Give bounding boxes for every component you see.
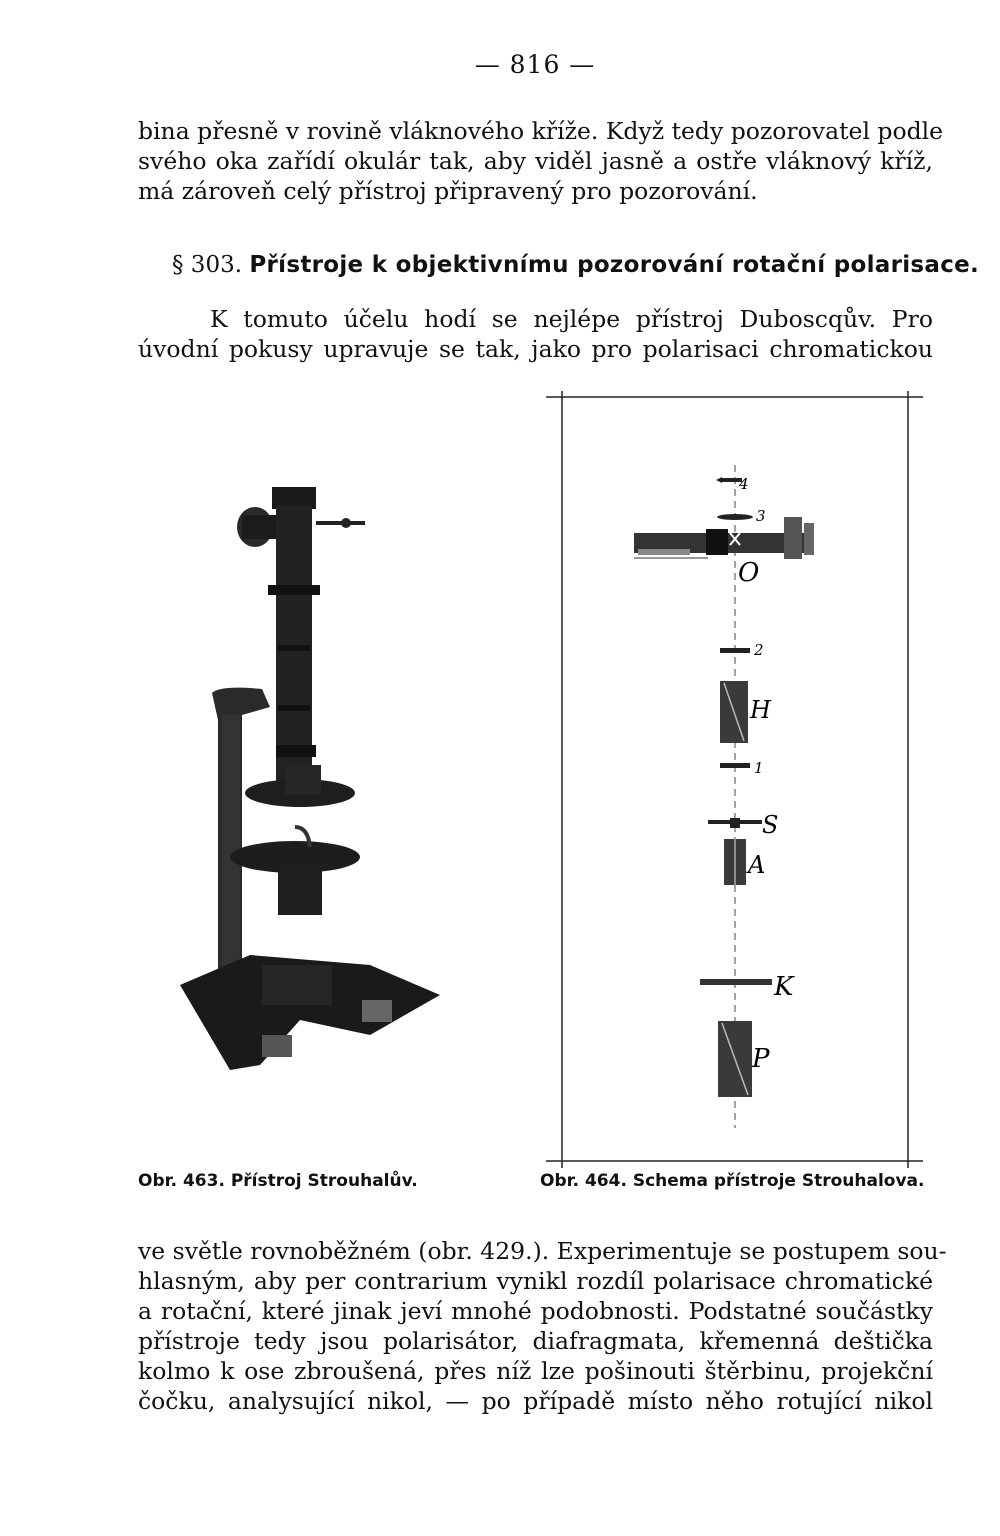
text-line: přístroje tedy jsou polarisátor, diafragmata, křemenná deštička: [138, 1327, 933, 1355]
label-4: 4: [739, 475, 749, 493]
figure-464-caption-text: Schema přístroje Strouhalova.: [632, 1171, 925, 1191]
label-A: A: [748, 851, 766, 879]
text-line: kolmo k ose zbroušená, přes níž lze pošinouti štěrbinu, projekční: [138, 1357, 933, 1385]
label-2: 2: [754, 641, 764, 659]
intro-paragraph: [138, 116, 944, 206]
section-paragraph: [138, 304, 933, 364]
text-line: má zároveň celý přístroj připravený pro pozorování.: [138, 177, 758, 205]
text-line: úvodní pokusy upravuje se tak, jako pro polarisaci chromatickou: [138, 335, 933, 363]
figure-464-caption: [540, 1171, 924, 1191]
figure-464-label: Obr. 464.: [540, 1171, 627, 1191]
text-line: čočku, analysující nikol, — po případě místo něho rotující nikol: [138, 1387, 933, 1415]
text-line: bina přesně v rovině vláknového kříže. Když tedy pozorovatel podle: [138, 117, 944, 145]
figure-463-label: Obr. 463.: [138, 1171, 225, 1191]
text-line: svého oka zařídí okulár tak, aby viděl jasně a ostře vláknový kříž,: [138, 147, 933, 175]
label-3: 3: [756, 507, 766, 525]
closing-paragraph: [138, 1236, 947, 1416]
figure-463-caption-text: Přístroj Strouhalův.: [230, 1171, 418, 1191]
label-K: K: [774, 972, 794, 1002]
label-P: P: [752, 1044, 770, 1074]
text-line: ve světle rovnoběžném (obr. 429.). Experimentuje se postupem sou-: [138, 1237, 947, 1265]
label-H: H: [750, 696, 771, 724]
section-number: § 303.: [172, 252, 243, 278]
text-line: K tomuto účelu hodí se nejlépe přístroj Duboscqův. Pro: [210, 305, 933, 333]
label-1: 1: [754, 759, 764, 777]
text-line: hlasným, aby per contrarium vynikl rozdíl polarisace chromatické: [138, 1267, 933, 1295]
section-title: Přístroje k objektivnímu pozorování rotační polarisace.: [249, 252, 980, 278]
label-S: S: [762, 811, 779, 839]
section-heading: [172, 252, 980, 278]
figure-463-apparatus-image: [150, 475, 450, 1095]
figure-463-caption: [138, 1171, 418, 1191]
text-line: a rotační, které jinak jeví mnohé podobnosti. Podstatné součástky: [138, 1297, 933, 1325]
page-number: — 816 —: [474, 50, 596, 79]
label-O: O: [738, 558, 760, 588]
figure-464-schematic: [538, 383, 933, 1173]
